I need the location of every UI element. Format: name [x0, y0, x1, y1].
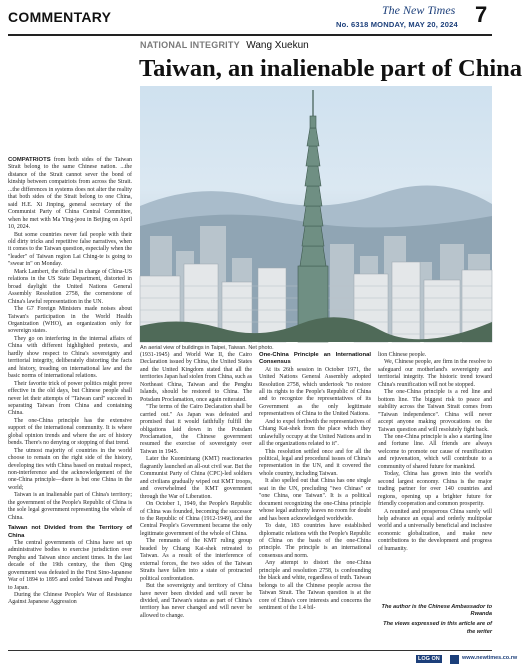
page-footer [0, 650, 518, 671]
paragraph: The one-China principle is also a starting line and fortune line. All friends are always welcome to promote our cause of reunification and rejuvenation, which will contribute to a community of shared future for mankind. [378, 433, 492, 470]
paragraph: We, Chinese people, are firm in the resolve to safeguard our motherland's sovereignty and territorial integrity. The historic trend toward China's reunification will not be stopped. [378, 359, 492, 388]
author-bio: The author is the Chinese Ambassador to Rwanda [381, 604, 492, 618]
header-rule [8, 34, 492, 36]
paragraph: During the Chinese People's War of Resistance Against Japanese Aggression [8, 591, 132, 606]
disclaimer: The views expressed in this article are of the writer [383, 621, 492, 635]
column-2 [140, 352, 252, 620]
paragraph: Their favorite trick of power politics might prove effective in the old days, but Chinese people shall never let their attempts of "Taiwan card" succeed in separating Taiwan from China and containing China. [8, 380, 132, 417]
paragraph: Later the Kuomintang (KMT) reactionaries flagrantly launched an all-out civil war. But the Communist Party of China (CPC)-led soldiers and civilians gradually wiped out KMT troops, and overwhelmed the KMT government through the War of Liberation. [140, 456, 252, 500]
login-badge[interactable]: LOG ON [418, 656, 440, 662]
lead-word: COMPATRIOTS [8, 157, 51, 163]
article-photo [140, 86, 492, 342]
paragraph: The central governments of China have set up administrative bodies to exercise jurisdiction over Penghu and Taiwan since ancient times. In the last decade of the 19th century, the then Qing government was defeated in the First Sino-Japanese War of 1894 to 1895 and ceded Taiwan and Penghu to Japan. [8, 539, 132, 591]
paragraph: At its 26th session in October 1971, the United Nations General Assembly adopted Resolution 2758, which undertook "to restore all its rights to the People's Republic of China and to recognize the representatives of its Government as the only legitimate representatives of China to the United Nations. [259, 366, 371, 418]
article-headline: Taiwan, an inalienable part of China [139, 55, 522, 82]
article-author: Wang Xuekun [246, 40, 309, 51]
paragraph: But some countries never fail people with their old dirty tricks and repetitive false narratives, when it comes to the Taiwan question, especially when the "leader" of Taiwan region Lai Ching-te is going to "swear in" on Monday. [8, 231, 132, 268]
paragraph: To date, 183 countries have established diplomatic relations with the People's Republic of China on the basis of the one-China principle. The principle is an international consensus and norm. [259, 523, 371, 559]
site-url-link[interactable]: www.newtimes.co.rw [462, 655, 518, 661]
paragraph: Taiwan is an inalienable part of China's territory; the government of the People's Republic of China is the sole legal government representing the whole of China. [8, 492, 132, 521]
paragraph: A reunited and prosperous China surely will help advance an equal and orderly multipolar world and a universally beneficial and inclusive economic globalization, and make new contributions to the development and progress of humanity. [378, 508, 492, 552]
subheading: One-China Principle an International Consensus [259, 352, 371, 366]
page-number: 7 [475, 2, 488, 27]
paragraph: COMPATRIOTS from both sides of the Taiwan Strait belong to the same Chinese nation. ...the distance of the Strait cannot sever the bond of kinship between compatriots from across the Strait. ...the differences in systems does not alter the reality that both sides of the Strait belong to one China, said H.E. Xi Jinping, general secretary of the Communist Party of China Central Committee, when he met with Ma Ying-jeou in Beijing on April 10, 2024. [8, 157, 132, 231]
section-label: COMMENTARY [8, 9, 112, 25]
paragraph: The remnants of the KMT ruling group headed by Chiang Kai-shek retreated to Taiwan. As a result of the interference of external forces, the two sides of the Taiwan Straits have fallen into a state of protracted political confrontation. [140, 538, 252, 582]
paragraph: It also spelled out that China has one single seat in the UN, precluding "two Chinas" or "one China, one Taiwan". It is a political document recognizing the one-China principle whose legal authority leaves no room for doubt and has been acknowledged worldwide. [259, 478, 371, 522]
paragraph: The one-China principle is a red line and bottom line. The biggest risk to peace and stability across the Taiwan Strait comes from "Taiwan independence". China will never accept anyone making provocations on the Taiwan question and will resolutely fight back. [378, 389, 492, 433]
paragraph: Any attempt to distort the one-China principle and resolution 2758, is confounding the black and white, regardless of truth. Taiwan belongs to all the Chinese people across the Taiwan Strait. The Taiwan question is at the core of China's core interests and concerns the sentiment of the 1.4 bil- [259, 560, 371, 612]
paragraph: Today, China has grown into the world's second largest economy. China is the major trading partner for over 140 countries and regions, opening up a brighter future for friendly cooperation and common prosperity. [378, 471, 492, 508]
footer-rule [8, 650, 492, 651]
paragraph: (1931-1945) and World War II, the Cairo Declaration issued by China, the United States and the United Kingdom stated that all the territories Japan had stolen from China, such as Northeast China, Taiwan and the Penghu Islands, should be restored to China. The Potsdam Proclamation, once again reiterated. [140, 352, 252, 403]
paragraph: This resolution settled once and for all the political, legal and procedural issues of China's representation in the UN, and it covered the whole country, including Taiwan. [259, 448, 371, 477]
page-header [0, 0, 500, 34]
site-logo-icon [450, 655, 459, 664]
column-4 [378, 352, 492, 553]
column-3 [259, 352, 371, 613]
paragraph: And to expel forthwith the representatives of Chiang Kai-shek from the place which they unlawfully occupy at the United Nations and in all the organizations related to it". [259, 418, 371, 448]
subheading: Taiwan not Divided from the Territory of China [8, 525, 132, 539]
paragraph: The G7 Foreign Ministers made noises about Taiwan's participation in the World Health Organization (WHO), an organization only for sovereign states. [8, 306, 132, 335]
article-kicker: NATIONAL INTEGRITY [140, 40, 240, 50]
column-1 [8, 157, 132, 607]
taipei-skyline-illustration [140, 86, 492, 342]
paragraph: But the sovereignty and territory of China have never been divided and will never be divided, and Taiwan's status as part of China's territory has never changed and will never be allowed to change. [140, 583, 252, 619]
paragraph: The one-China principle has the extensive support of the international community. It is where global opinion trends and where the arc of history bends. There's no denying or stopping of that trend. [8, 417, 132, 447]
author-note [378, 604, 492, 639]
paragraph: lion Chinese people. [378, 352, 427, 358]
paragraph: The utmost majority of countries in the world choose to remain on the right side of the history, developing ties with China based on mutual respect, non-interference and the acknowledgement of the one-China principle—there is but one China in the world; [8, 447, 132, 491]
paragraph: They go on interfering in the internal affairs of China with different highlighted pretexts, and hardly show respect to China's sovereignty and territorial integrity, deliberately distorting the facts and history, treading on international law and the basic norms of international relations. [8, 335, 132, 380]
paragraph: Mark Lambert, the official in charge of China-US relations in the US State Department, distorted in broad daylight the United Nations General Assembly Resolution 2758, the cornerstone of China's lawful representation in the UN. [8, 268, 132, 305]
masthead: The New Times [382, 3, 456, 17]
paragraph: "The terms of the Cairo Declaration shall be carried out." As Japan was defeated and promised that it would faithfully fulfill the obligations laid down in the Potsdam Proclamation, the Chinese government resumed the exercise of sovereignty over Taiwan in 1945. [140, 404, 252, 455]
byline [140, 40, 309, 51]
paragraph: On October 1, 1949, the People's Republic of China was founded, becoming the successor to the Republic of China (1912-1949), and the Central People's Government became the only legitimate government of the whole of China. [140, 501, 252, 537]
issue-info: No. 6318 MONDAY, MAY 20, 2024 [336, 20, 458, 29]
photo-caption: An aerial view of buildings in Taipei, Taiwan. Net photo. [140, 345, 274, 351]
